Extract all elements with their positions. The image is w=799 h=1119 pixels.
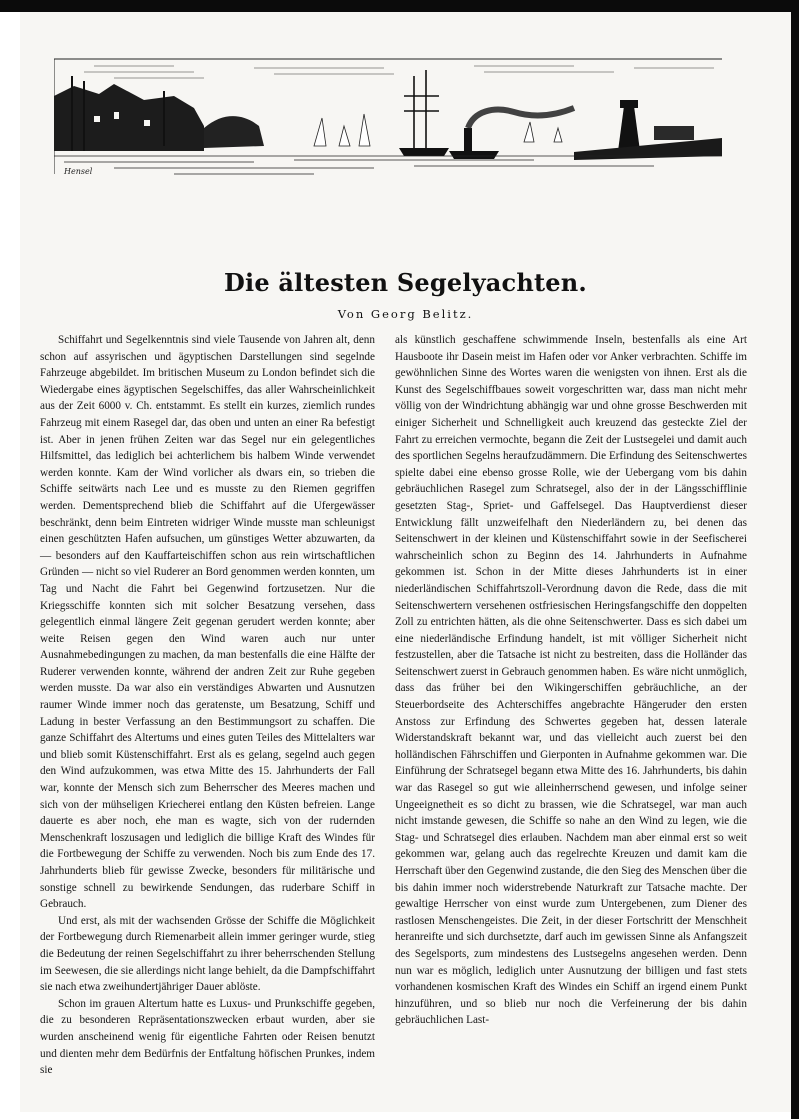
paragraph: Schon im grauen Altertum hatte es Luxus- und Prunkschiffe gegeben, die zu besonderen Repräsentationszwecken erbaut wurden, aber sie wurden anscheinend wenig für eigentliche Fahrten oder Reisen benutzt und dienten mehr dem Bedürfnis der Entfaltung höfischen Prunkes, indem sie bbox=[40, 997, 375, 1077]
paragraph: als künstlich geschaffene schwimmende Inseln, bestenfalls als eine Art Hausboote ihr Dasein meist im Hafen oder vor Anker verbrachten. Schiffe im gewöhnlichen Sinne des Wortes waren die wenigsten von ihnen. Erst als die Kunst des Segelschiffbaues soweit vorgeschritten war, dass man nicht mehr völlig von der Windrichtung abhängig war und ohne grosse Beschwerden mit einiger Sicherheit und Schnelligkeit auch kreuzend das gesteckte Ziel der Fahrt zu erreichen vermochte, begann die Zeit der Lustsegelei und damit auch des sportlichen Segelns heraufzudämmern. Die Erfindung des Seitenschwertes spielte dabei eine ebenso grosse Rolle, wie der Uebergang vom bis dahin gebräuchlichen Rasegel zum Schratsegel, also der in der Längsschifflinie gesetzten Stag-, Spriet- und Gaffelsegel. Das Hauptverdienst dieser Entwicklung fällt unzweifelhaft den Niederländern zu, bei denen das Seitenschwert in der kleinen und Küstenschiffahrt sowie in der Seefischerei wahrscheinlich schon zu Beginn des 14. Jahrhunderts in Aufnahme gekommen ist. Schon in der Mitte dieses Jahrhunderts ist in einer niederländischen Schiffahrtszoll-Verordnung davon die Rede, dass die mit Seitenschwertern versehenen ostfriesischen Heringsfangschiffe den doppelten Zoll zu entrichten hätten, als die ohne Seitenschwerter. Dass es sich dabei um eine niederländische Erfindung handelt, ist mit völliger Sicherheit nicht festzustellen, aber die Tatsache ist nicht zu bestreiten, dass die Holländer das Seitenschwert zuerst in Gebrauch genommen haben. Es wäre nicht unmöglich, dass das früher bei den Wikingerschiffen gebräuchliche, an der Steuerbordseite des Achterschiffes angebrachte Hängeruder den ersten Anstoss zur Erfindung des Schwertes gegeben hat, dessen laterale Widerstandskraft bekannt war, und das vielleicht auch zuerst bei den holländischen Fährschiffen und Gierponten in Aufnahme gekommen war. Die Einführung der Schratsegel begann etwa Mitte des 16. Jahrhunderts, bis dahin war das Rasegel so gut wie alleinherrschend gewesen, und infolge seiner Ungeeignetheit es so dicht zu brassen, wie die Schratsegel, war man auch nicht imstande gewesen, die Schiffe so nahe an den Wind zu legen, wie die Stag- und Schratsegel dies erlauben. Nachdem man aber einmal erst so weit gekommen war, gelang auch das regelrechte Kreuzen und damit kam die Herrschaft über den Gegenwind zustande, die den Sieg des Menschen über die bis dahin immer noch widerstrebende Naturkraft zur Tatsache machte. Der gewaltige Herrscher von einst wurde zum Untergebenen, zum Diener des rastlosen Menschengeistes. Die Zeit, in der dieser Fortschritt der Menschheit heranreifte und sich durchsetzte, darf auch im gewissen Sinne als Anfangszeit des Segelsports, zum mindestens des Lustsegelns angesehen werden. Denn nun war es möglich, lediglich unter Ausnutzung der billigen und fast stets vorhandenen kosmischen Kraft des Windes ein Schiff an irgend einem Punkt hinzuführen, und so blieb nur noch die Verfeinerung der bis dahin gebräuchlichen Last- bbox=[395, 334, 747, 1027]
harbor-illustration bbox=[54, 56, 722, 180]
illustration-signature: Hensel bbox=[64, 167, 93, 176]
left-column bbox=[40, 332, 375, 1079]
paragraph: Und erst, als mit der wachsenden Grösse der Schiffe die Möglichkeit der Fortbewegung durch Riemenarbeit allein immer geringer wurde, stieg die Bedeutung der reinen Segelschiffahrt zu ihrer beherrschenden Stellung im Seewesen, die sie allerdings nicht lange behielt, da die Dampfschiffahrt sie nach etwa zweihundertjähriger Dauer ablöste. bbox=[40, 914, 375, 994]
article-title: Die ältesten Segelyachten. bbox=[224, 268, 587, 297]
right-column bbox=[395, 332, 747, 1029]
paragraph: Schiffahrt und Segelkenntnis sind viele Tausende von Jahren alt, denn schon auf assyrischen und ägyptischen Darstellungen sind segelnde Fahrzeuge abgebildet. Im britischen Museum zu London befindet sich die Wiedergabe eines ägyptischen Segelschiffes, das aller Wahrscheinlichkeit aus der Zeit 6000 v. Ch. entstammt. Es stellt ein kurzes, ziemlich rundes Fahrzeug mit einem Rasegel dar, das oben und unten an einer Ra befestigt ist. Aber in jenen frühen Zeiten war das Segel nur ein gelegentliches Hilfsmittel, das lediglich bei achterlichem bis halbem Winde verwendet werden konnte. Kam der Wind vorlicher als dwars ein, so trieben die Schiffe seitwärts nach Lee und es musste zu den Riemen gegriffen werden. Dementsprechend blieb die Schiffahrt auf die Ufergewässer beschränkt, denn beim Eintreten widriger Winde musste man schleunigst einen geschützten Hafen aufsuchen, um günstiges Wetter abzuwarten, da — besonders auf den Kauffarteischiffen schon aus rein wirtschaftlichen Gründen — nicht so viel Ruderer an Bord genommen werden konnten, um Tag und Nacht die Fahrt bei Gegenwind fortzusetzen. Nur die Kriegsschiffe konnten sich mit solcher Besatzung versehen, dass gelegentlich einmal längere Zeit gegenan gerudert werden konnte; aber weite Reisen gegen den Wind waren auch nur unter Ausnahmebedingungen zu machen, da man bestenfalls die eine Hälfte der Ruderer verwenden konnte, während der andren Zeit zur Ruhe gegeben werden musste. Da war also ein verständiges Abwarten und Ausnutzen raumer Winde immer noch das geratenste, um Besatzung, Schiff und Ladung in bester Verfassung an den Bestimmungsort zu schaffen. Die ganze Schiffahrt des Altertums und eines guten Teiles des Mittelalters war und blieb somit Küstenschiffahrt. Erst als es gelang, segelnd auch gegen den Wind aufzukommen, was etwa Mitte des 15. Jahrhunderts der Fall war, konnte der Mensch sich zum Beherrscher des Meeres machen und sich von der mühseligen Kriecherei entlang den Küsten befreien. Lange dauerte es aber noch, ehe man es wagte, sich von der rudernden Menschenkraft loszusagen und lediglich die billige Kraft des Windes für die Fortbewegung der Schiffe zu verwenden. Noch bis zum Ende des 17. Jahrhunderts blieb für gewisse Zwecke, besonders für militärische und sonstige schnell zu bewirkende Sendungen, das ruderbare Schiff in Gebrauch. bbox=[40, 334, 375, 911]
scan-border-top bbox=[0, 0, 799, 12]
page bbox=[20, 12, 791, 1112]
article-byline: Von Georg Belitz. bbox=[337, 307, 474, 321]
scan-border-right bbox=[791, 0, 799, 1119]
